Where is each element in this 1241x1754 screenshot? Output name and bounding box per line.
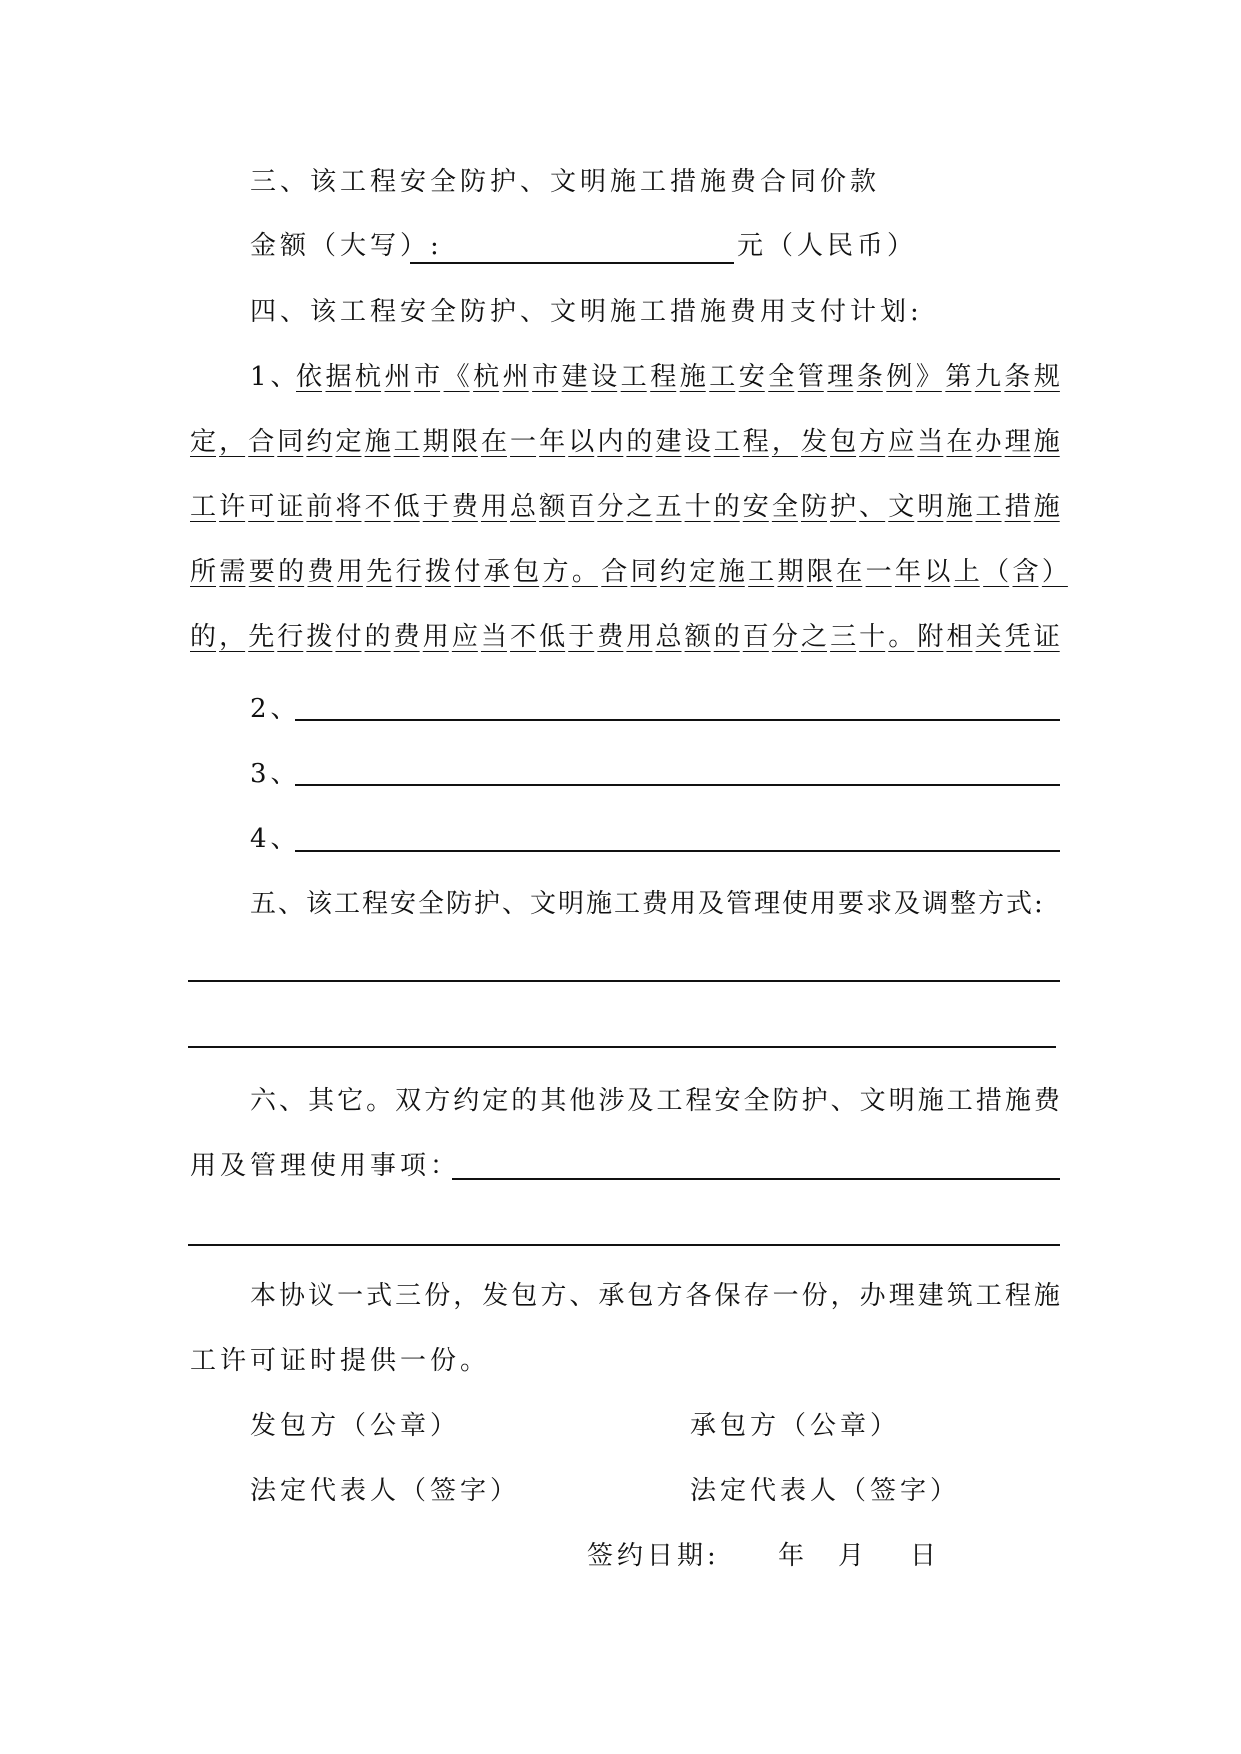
amount-unit: 元（人民币） bbox=[737, 231, 918, 261]
item2-prefix: 2、 bbox=[250, 694, 301, 724]
section6-line-1: 六 、 其 它 。 双 方 约 定 的 其 他 涉 及 工 程 安 全 防 护 、 文 明 施 工 措 施 费 bbox=[250, 1086, 1060, 1116]
signing-date-day: 日 bbox=[910, 1541, 941, 1571]
signing-date-year: 年 bbox=[778, 1541, 809, 1571]
item1-line-5: 的 ， 先 行 拨 付 的 费 用 应 当 不 低 于 费 用 总 额 的 百 分 之 三 十 。 附 相 关 凭 证 bbox=[190, 622, 1060, 652]
party-b-seal: 承包方（公章） bbox=[690, 1411, 901, 1441]
item1-line-3: 工 许 可 证 前 将 不 低 于 费 用 总 额 百 分 之 五 十 的 安 全 防 护 、 文 明 施 工 措 施 bbox=[190, 492, 1060, 522]
section3-title: 三、该工程安全防护、文明施工措施费合同价款 bbox=[250, 167, 881, 197]
section6-field-1[interactable] bbox=[452, 1178, 1060, 1180]
section5-field-1[interactable] bbox=[188, 980, 1060, 982]
item3-field[interactable] bbox=[295, 784, 1060, 786]
item1-prefix: 1、 bbox=[250, 362, 301, 392]
signing-date-label: 签约日期: bbox=[587, 1541, 720, 1571]
item2-field[interactable] bbox=[295, 719, 1060, 721]
party-b-representative: 法定代表人（签字） bbox=[690, 1476, 961, 1506]
item3-prefix: 3、 bbox=[250, 759, 301, 789]
item1-line-4: 所 需 要 的 费 用 先 行 拨 付 承 包 方 。 合 同 约 定 施 工 期 限 在 一 年 以 上 （ 含 ） bbox=[190, 557, 1068, 587]
amount-field[interactable] bbox=[410, 262, 734, 264]
amount-label: 金额（大写）: bbox=[250, 231, 443, 261]
section6-field-2[interactable] bbox=[188, 1244, 1060, 1246]
party-a-representative: 法定代表人（签字） bbox=[250, 1476, 521, 1506]
section5-title: 五、该工程安全防护、文明施工费用及管理使用要求及调整方式: bbox=[250, 889, 1045, 919]
item4-prefix: 4、 bbox=[250, 824, 301, 854]
item4-field[interactable] bbox=[295, 850, 1060, 852]
section5-field-2[interactable] bbox=[188, 1046, 1056, 1048]
party-a-seal: 发包方（公章） bbox=[250, 1411, 461, 1441]
item1-line-1: 依 据 杭 州 市 《 杭 州 市 建 设 工 程 施 工 安 全 管 理 条 例 》 第 九 条 规 bbox=[296, 362, 1060, 392]
section4-title: 四、该工程安全防护、文明施工措施费用支付计划: bbox=[250, 297, 923, 327]
signing-date-month: 月 bbox=[838, 1541, 869, 1571]
closing-line-1: 本 协 议 一 式 三 份 ， 发 包 方 、 承 包 方 各 保 存 一 份 ， 办 理 建 筑 工 程 施 bbox=[250, 1281, 1060, 1311]
section6-line-2: 用及管理使用事项： bbox=[190, 1151, 461, 1181]
closing-line-2: 工许可证时提供一份。 bbox=[190, 1346, 491, 1376]
item1-line-2: 定 ， 合 同 约 定 施 工 期 限 在 一 年 以 内 的 建 设 工 程 ， 发 包 方 应 当 在 办 理 施 bbox=[190, 427, 1060, 457]
